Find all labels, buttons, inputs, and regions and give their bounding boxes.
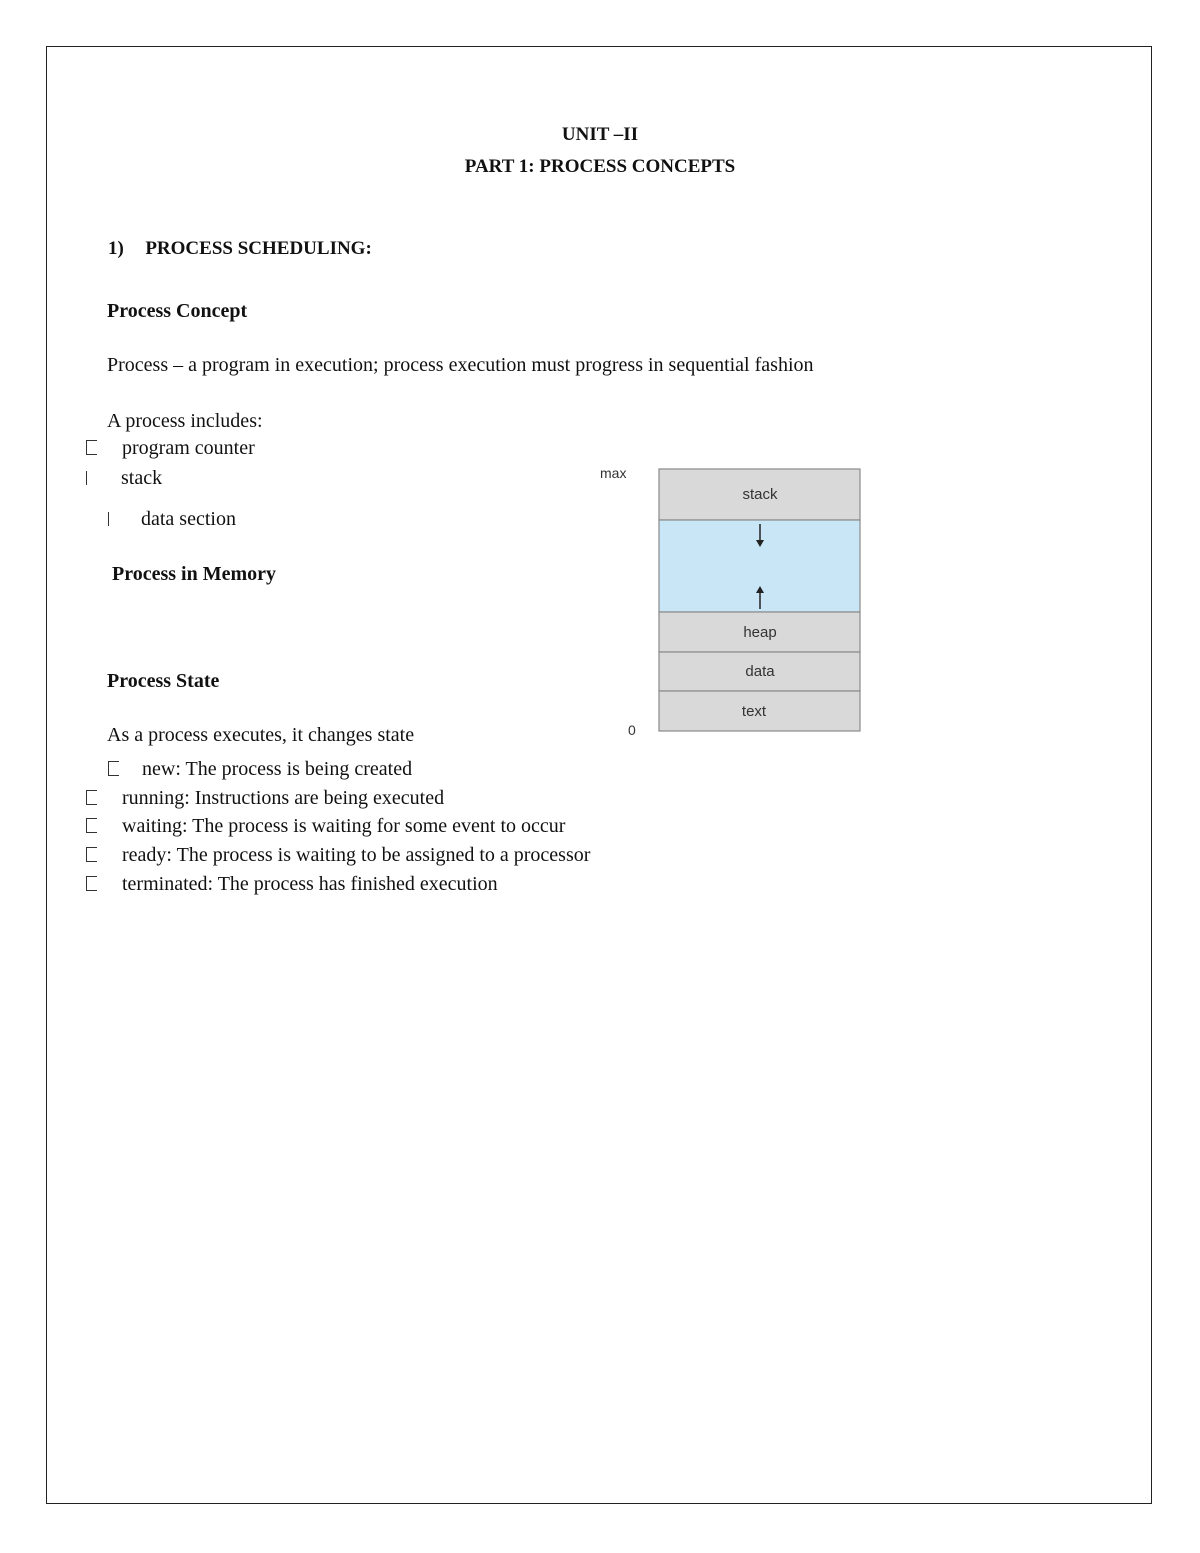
bullet-icon: [108, 512, 109, 526]
state-item: [86, 844, 590, 867]
text-label: text: [741, 703, 767, 720]
process-in-memory-heading: Process in Memory: [112, 563, 277, 585]
list-item: [86, 437, 255, 460]
process-memory-diagram: [596, 462, 868, 740]
stack-label: stack: [742, 486, 778, 503]
list-item-text: data section: [141, 508, 236, 530]
bullet-icon: [86, 847, 97, 862]
unit-title: UNIT –II: [561, 124, 639, 145]
state-item: [86, 873, 498, 896]
zero-label: 0: [628, 722, 636, 738]
list-item: [86, 467, 162, 490]
state-item-text: running: Instructions are being executed: [122, 787, 445, 809]
section-heading: [108, 238, 372, 260]
max-label: max: [600, 465, 627, 481]
state-item-text: new: The process is being created: [142, 758, 413, 780]
part-title: PART 1: PROCESS CONCEPTS: [464, 156, 736, 177]
heap-label: heap: [743, 624, 777, 641]
state-item: [86, 787, 444, 810]
state-item-text: waiting: The process is waiting for some event to occur: [122, 815, 566, 837]
bullet-icon: [86, 818, 97, 833]
bullet-icon: [86, 471, 87, 485]
bullet-icon: [86, 790, 97, 805]
data-label: data: [745, 663, 775, 680]
bullet-icon: [86, 876, 97, 891]
bullet-icon: [108, 761, 119, 776]
list-item: [108, 508, 236, 531]
state-item: [86, 815, 565, 838]
includes-intro: A process includes:: [107, 410, 263, 432]
process-state-intro: As a process executes, it changes state: [107, 724, 415, 746]
state-item-text: ready: The process is waiting to be assigned to a processor: [122, 844, 591, 866]
process-state-heading: Process State: [107, 670, 220, 692]
bullet-icon: [86, 440, 97, 455]
process-definition: Process – a program in execution; process execution must progress in sequential fashion: [107, 354, 814, 376]
section-title: PROCESS SCHEDULING:: [145, 238, 372, 259]
section-number: 1): [108, 238, 124, 259]
state-item-text: terminated: The process has finished execution: [122, 873, 498, 895]
list-item-text: stack: [121, 467, 163, 489]
list-item-text: program counter: [122, 437, 255, 459]
state-item: [108, 758, 412, 781]
process-concept-heading: Process Concept: [107, 300, 248, 322]
